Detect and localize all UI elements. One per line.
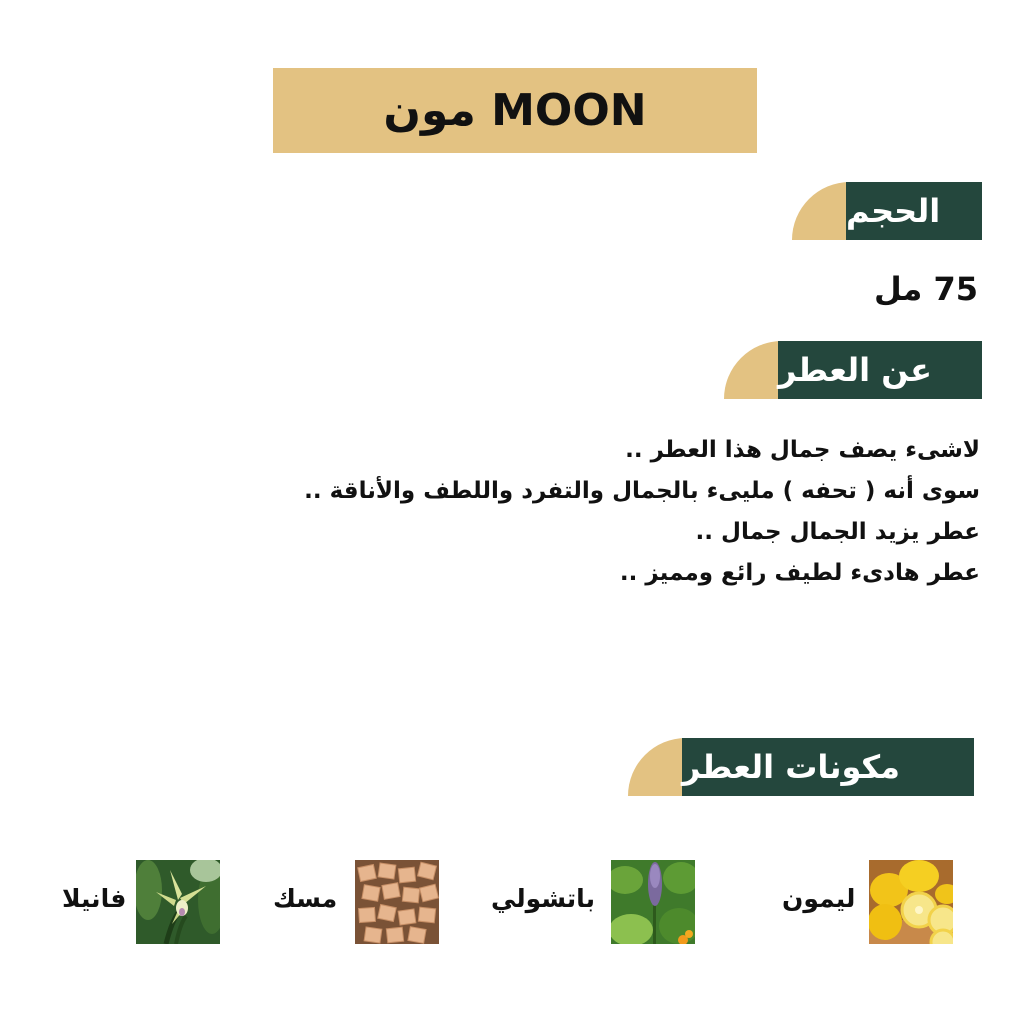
ingredient-lemon: [782, 860, 954, 944]
ingredient-patchouli: [491, 860, 696, 944]
about-section-header: [724, 341, 982, 399]
description-line: سوى أنه ( تحفه ) مليىء بالجمال والتفرد واللطف والأناقة ..: [304, 478, 980, 504]
ingredients-section-header: [628, 738, 974, 796]
ingredient-label: مسك: [273, 884, 338, 913]
description-line: عطر يزيد الجمال جمال ..: [695, 519, 980, 545]
ingredient-label: فانيلا: [62, 884, 127, 913]
patchouli-photo-icon: [611, 860, 695, 944]
ingredient-vanilla: [62, 860, 220, 944]
description-line: عطر هادىء لطيف رائع ومميز ..: [619, 560, 980, 586]
size-value: 75 مل: [873, 270, 978, 308]
description-line: لاشىء يصف جمال هذا العطر ..: [625, 437, 980, 463]
about-heading: عن العطر: [778, 341, 982, 399]
ingredients-heading: مكونات العطر: [682, 738, 974, 796]
size-section-header: [792, 182, 982, 240]
ingredient-musk: [273, 860, 439, 944]
about-description: [220, 430, 980, 594]
size-heading: الحجم: [846, 182, 982, 240]
musk-photo-icon: [355, 860, 439, 944]
lemon-photo-icon: [869, 860, 953, 944]
ingredient-label: ليمون: [782, 884, 856, 913]
product-title: مون MOON: [273, 68, 757, 153]
vanilla-photo-icon: [136, 860, 220, 944]
ingredient-label: باتشولي: [491, 884, 595, 913]
